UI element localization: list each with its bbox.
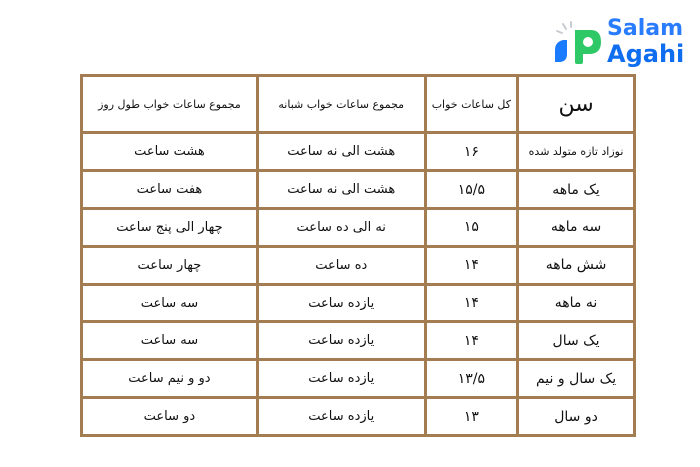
header-day-sleep: مجموع ساعات خواب طول روز	[83, 77, 256, 131]
cell-total: ۱۳/۵	[427, 361, 516, 396]
cell-total: ۱۴	[427, 248, 516, 283]
cell-total: ۱۶	[427, 134, 516, 169]
cell-night: یازده ساعت	[259, 286, 424, 321]
cell-night: یازده ساعت	[259, 361, 424, 396]
cell-day: سه ساعت	[83, 286, 256, 321]
table-row	[83, 323, 633, 358]
cell-total: ۱۳	[427, 399, 516, 434]
table-row	[83, 399, 633, 434]
cell-age: سه ماهه	[519, 210, 633, 245]
cell-age: شش ماهه	[519, 248, 633, 283]
cell-total: ۱۴	[427, 286, 516, 321]
header-total-sleep: کل ساعات خواب	[427, 77, 516, 131]
cell-day: چهار الی پنج ساعت	[83, 210, 256, 245]
cell-age: یک سال	[519, 323, 633, 358]
brand-logo	[553, 14, 693, 76]
table-row	[83, 248, 633, 283]
cell-age: یک سال و نیم	[519, 361, 633, 396]
cell-age: نه ماهه	[519, 286, 633, 321]
cell-day: چهار ساعت	[83, 248, 256, 283]
cell-night: ده ساعت	[259, 248, 424, 283]
brand-name-line1: Salam	[607, 16, 684, 41]
cell-age: نوزاد تازه متولد شده	[519, 134, 633, 169]
brand-name-line2: Agahi	[607, 40, 685, 68]
header-age: سن	[519, 77, 633, 131]
cell-night: هشت الی نه ساعت	[259, 134, 424, 169]
cell-night: نه الی ده ساعت	[259, 210, 424, 245]
cell-age: یک ماهه	[519, 172, 633, 207]
cell-day: دو و نیم ساعت	[83, 361, 256, 396]
table-header-row	[83, 77, 633, 131]
salam-agahi-logo-icon	[553, 20, 603, 70]
cell-total: ۱۴	[427, 323, 516, 358]
cell-night: یازده ساعت	[259, 399, 424, 434]
cell-total: ۱۵	[427, 210, 516, 245]
table-row	[83, 134, 633, 169]
table-row	[83, 286, 633, 321]
cell-day: هشت ساعت	[83, 134, 256, 169]
cell-day: سه ساعت	[83, 323, 256, 358]
cell-day: دو ساعت	[83, 399, 256, 434]
table-row	[83, 172, 633, 207]
table-row	[83, 210, 633, 245]
cell-night: یازده ساعت	[259, 323, 424, 358]
cell-day: هفت ساعت	[83, 172, 256, 207]
table-row	[83, 361, 633, 396]
cell-night: هشت الی نه ساعت	[259, 172, 424, 207]
sleep-table	[80, 74, 636, 437]
header-night-sleep: مجموع ساعات خواب شبانه	[259, 77, 424, 131]
cell-age: دو سال	[519, 399, 633, 434]
cell-total: ۱۵/۵	[427, 172, 516, 207]
